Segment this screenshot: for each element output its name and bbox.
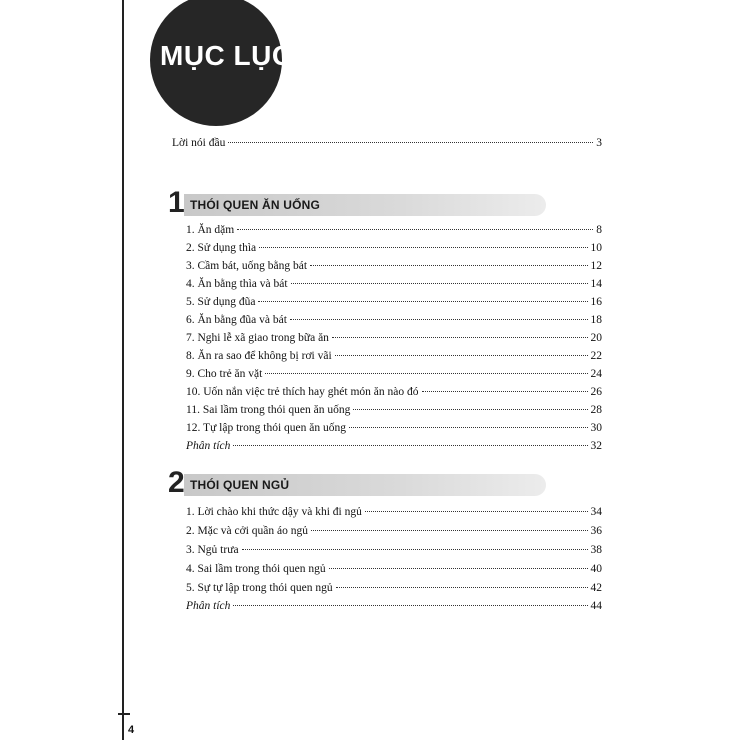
toc-entry[interactable]: [186, 506, 602, 518]
toc-entry-label: 10. Uốn nắn việc trẻ thích hay ghét món ăn nào đó: [186, 386, 419, 398]
toc-entry[interactable]: [186, 332, 602, 344]
toc-entry-label: Lời nói đầu: [172, 137, 226, 149]
toc-leader-dots: [291, 283, 588, 284]
toc-entry-page: 20: [590, 332, 602, 344]
toc-leader-dots: [311, 530, 587, 531]
toc-entry[interactable]: [186, 404, 602, 416]
toc-entry-page: 36: [590, 525, 602, 537]
toc-entry[interactable]: [186, 525, 602, 537]
toc-entry[interactable]: [186, 563, 602, 575]
toc-entry-label: 7. Nghi lễ xã giao trong bữa ăn: [186, 332, 329, 344]
toc-entry[interactable]: [186, 350, 602, 362]
toc-entry[interactable]: [186, 582, 602, 594]
toc-leader-dots: [237, 229, 593, 230]
toc-entry-page: 38: [590, 544, 602, 556]
page-corner-mark: [118, 713, 130, 715]
section-number: 1: [168, 186, 185, 219]
toc-leader-dots: [422, 391, 588, 392]
toc-entry-label: 9. Cho trẻ ăn vặt: [186, 368, 263, 380]
toc-entry-label: 5. Sử dụng đũa: [186, 296, 256, 308]
section-number: 2: [168, 466, 185, 499]
toc-leader-dots: [332, 337, 588, 338]
toc-entry-page: 30: [590, 422, 602, 434]
toc-entry[interactable]: [186, 544, 602, 556]
toc-entry-label: 3. Ngủ trưa: [186, 544, 239, 556]
toc-entry[interactable]: [186, 242, 602, 254]
page-title: MỤC LỤC: [160, 40, 293, 71]
toc-entry-label: 4. Sai lầm trong thói quen ngủ: [186, 563, 326, 575]
toc-entry[interactable]: [186, 422, 602, 434]
toc-entry-label: 1. Ăn dặm: [186, 224, 235, 236]
toc-entry-label: 2. Sử dụng thìa: [186, 242, 257, 254]
toc-entry-page: 3: [596, 137, 602, 149]
toc-entry-label: 2. Mặc và cởi quần áo ngủ: [186, 525, 309, 537]
toc-entry-label: 5. Sự tự lập trong thói quen ngủ: [186, 582, 333, 594]
toc-entry-page: 16: [590, 296, 602, 308]
section-title: THÓI QUEN NGỦ: [190, 478, 290, 492]
toc-entry-label: 4. Ăn bằng thìa và bát: [186, 278, 288, 290]
toc-entry[interactable]: [186, 386, 602, 398]
toc-entry-label: 11. Sai lầm trong thói quen ăn uống: [186, 404, 351, 416]
toc-entry-label: Phân tích: [186, 600, 231, 612]
toc-entry-page: 32: [590, 440, 602, 452]
toc-leader-dots: [242, 549, 588, 550]
toc-leader-dots: [310, 265, 587, 266]
toc-entry-page: 44: [590, 600, 602, 612]
toc-entry-page: 18: [590, 314, 602, 326]
toc-entry-label: 1. Lời chào khi thức dậy và khi đi ngủ: [186, 506, 362, 518]
page-number: 4: [128, 724, 135, 736]
toc-entry-page: 34: [590, 506, 602, 518]
toc-leader-dots: [233, 445, 587, 446]
toc-entry-page: 12: [590, 260, 602, 272]
page-left-border: [122, 0, 124, 740]
toc-entry-label: Phân tích: [186, 440, 231, 452]
toc-leader-dots: [349, 427, 588, 428]
section-header-2: [168, 466, 546, 499]
toc-entry-page: 8: [596, 224, 602, 236]
toc-entry-label: 6. Ăn bằng đũa và bát: [186, 314, 287, 326]
toc-entry[interactable]: [186, 224, 602, 236]
toc-leader-dots: [259, 247, 587, 248]
toc-leader-dots: [290, 319, 588, 320]
toc-entry[interactable]: [186, 296, 602, 308]
toc-entry-analysis[interactable]: [186, 440, 602, 452]
toc-entry-label: 8. Ăn ra sao để không bị rơi vãi: [186, 350, 332, 362]
toc-entry-page: 42: [590, 582, 602, 594]
section-header-1: [168, 186, 546, 219]
toc-entry-intro[interactable]: [172, 137, 602, 149]
toc-entry-label: 3. Cầm bát, uống bằng bát: [186, 260, 308, 272]
toc-entry[interactable]: [186, 314, 602, 326]
toc-leader-dots: [365, 511, 588, 512]
toc-leader-dots: [233, 605, 587, 606]
toc-leader-dots: [336, 587, 588, 588]
toc-leader-dots: [353, 409, 587, 410]
toc-leader-dots: [265, 373, 587, 374]
toc-entry[interactable]: [186, 260, 602, 272]
toc-leader-dots: [258, 301, 587, 302]
toc-entry[interactable]: [186, 278, 602, 290]
toc-entry-page: 24: [590, 368, 602, 380]
toc-leader-dots: [329, 568, 588, 569]
toc-leader-dots: [228, 142, 593, 143]
toc-entry-page: 14: [590, 278, 602, 290]
toc-entry-page: 26: [590, 386, 602, 398]
toc-entry-label: 12. Tự lập trong thói quen ăn uống: [186, 422, 346, 434]
toc-entry[interactable]: [186, 368, 602, 380]
toc-entry-analysis[interactable]: [186, 600, 602, 612]
toc-entry-page: 22: [590, 350, 602, 362]
toc-leader-dots: [335, 355, 588, 356]
toc-entry-page: 40: [590, 563, 602, 575]
toc-entry-page: 28: [590, 404, 602, 416]
section-title: THÓI QUEN ĂN UỐNG: [190, 198, 321, 212]
toc-entry-page: 10: [590, 242, 602, 254]
